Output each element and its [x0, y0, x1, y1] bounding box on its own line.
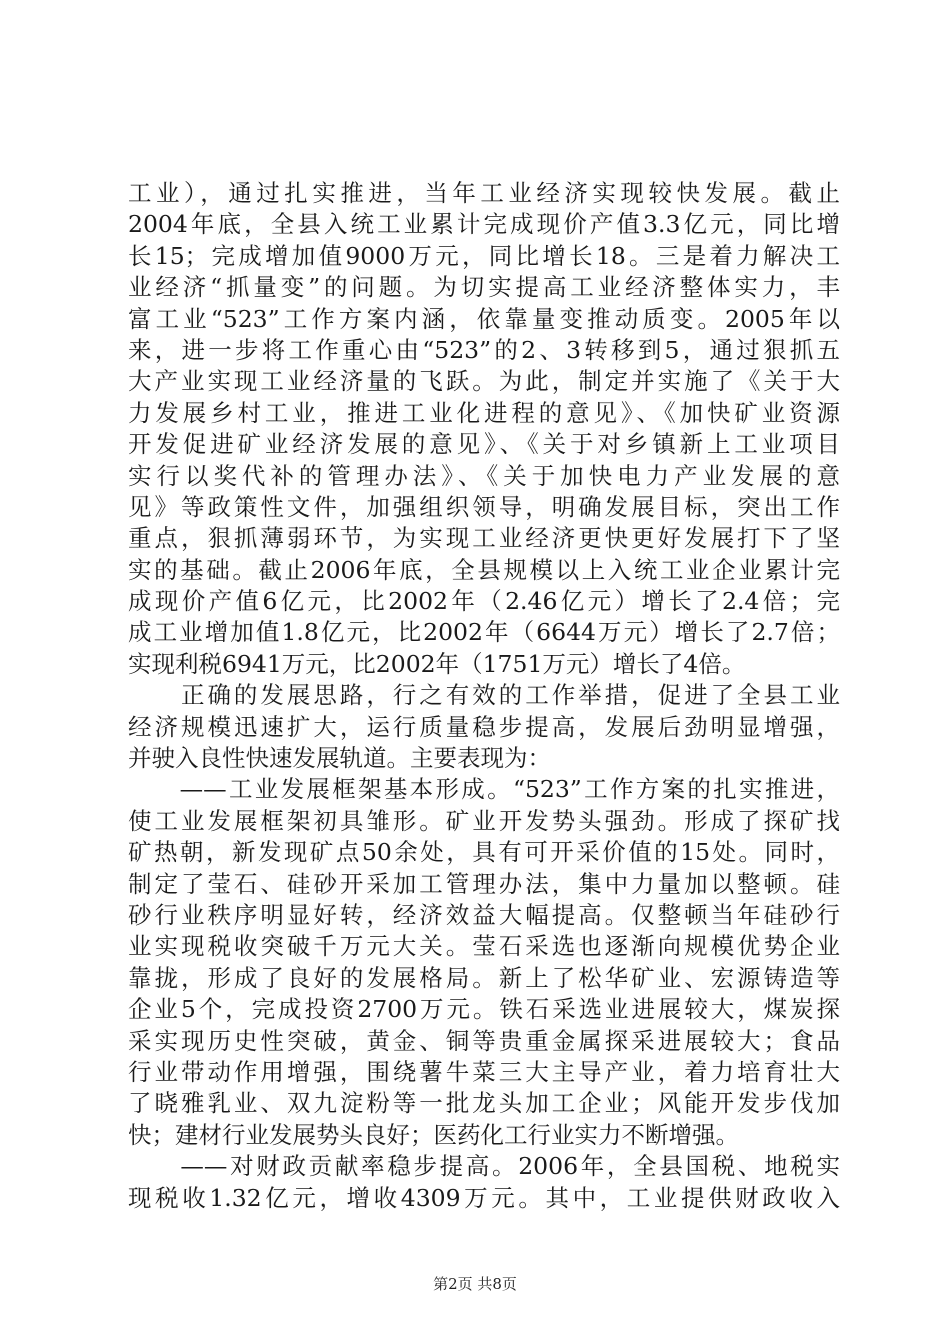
text-line: 企业5个，完成投资2700万元。铁石采选业进展较大，煤炭探 [128, 995, 840, 1024]
text-line: 力发展乡村工业，推进工业化进程的意见》、《加快矿业资源 [128, 398, 840, 427]
text-line: ——工业发展框架基本形成。“523”工作方案的扎实推进， [128, 775, 840, 804]
text-line: 现税收1.32亿元，增收4309万元。其中，工业提供财政收入 [128, 1183, 840, 1212]
text-line: 开发促进矿业经济发展的意见》、《关于对乡镇新上工业项目 [128, 430, 840, 459]
paragraph-end-line: 并驶入良性快速发展轨道。主要表现为： [128, 744, 551, 773]
text-line: 砂行业秩序明显好转，经济效益大幅提高。仅整顿当年硅砂行 [128, 900, 840, 929]
text-line: ——对财政贡献率稳步提高。2006年，全县国税、地税实 [128, 1152, 840, 1181]
text-line: 制定了莹石、硅砂开采加工管理办法，集中力量加以整顿。硅 [128, 869, 840, 898]
paragraph-end-line: 实现利税6941万元，比2002年（1751万元）增长了4倍。 [128, 649, 746, 678]
text-line: 工业），通过扎实推进，当年工业经济实现较快发展。截止 [128, 179, 840, 207]
text-line: 成现价产值6亿元，比2002年（2.46亿元）增长了2.4倍；完 [128, 587, 840, 616]
text-line: 经济规模迅速扩大，运行质量稳步提高，发展后劲明显增强， [128, 712, 840, 741]
text-line: 实的基础。截止2006年底，全县规模以上入统工业企业累计完 [128, 555, 840, 584]
text-line: 使工业发展框架初具雏形。矿业开发势头强劲。形成了探矿找 [128, 806, 840, 835]
text-line: 2004年底，全县入统工业累计完成现价产值3.3亿元，同比增 [128, 210, 840, 239]
text-line: 了晓雅乳业、双九淀粉等一批龙头加工企业；风能开发步伐加 [128, 1089, 840, 1118]
text-line: 见》等政策性文件，加强组织领导，明确发展目标，突出工作 [128, 492, 840, 521]
text-line: 成工业增加值1.8亿元，比2002年（6644万元）增长了2.7倍； [128, 618, 840, 647]
text-line: 业经济“抓量变”的问题。为切实提高工业经济整体实力，丰 [128, 273, 840, 302]
text-line: 业实现税收突破千万元大关。莹石采选也逐渐向规模优势企业 [128, 932, 840, 961]
text-line: 富工业“523”工作方案内涵，依靠量变推动质变。2005年以 [128, 304, 840, 333]
page-footer: 第2页 共8页 [433, 1275, 517, 1293]
body-text [128, 178, 840, 1214]
text-line: 矿热朝，新发现矿点50余处，具有可开采价值的15处。同时， [128, 838, 840, 867]
text-line: 来，进一步将工作重心由“523”的2、3转移到5，通过狠抓五 [128, 335, 840, 364]
text-line: 实行以奖代补的管理办法》、《关于加快电力产业发展的意 [128, 461, 840, 490]
paragraph-end-line: 快；建材行业发展势头良好；医药化工行业实力不断增强。 [128, 1120, 739, 1149]
text-line: 重点，狠抓薄弱环节，为实现工业经济更快更好发展打下了坚 [128, 524, 840, 553]
text-line: 正确的发展思路，行之有效的工作举措，促进了全县工业 [128, 681, 840, 710]
text-line: 采实现历史性突破，黄金、铜等贵重金属探采进展较大；食品 [128, 1026, 840, 1055]
text-line: 靠拢，形成了良好的发展格局。新上了松华矿业、宏源铸造等 [128, 963, 840, 992]
text-line: 长15；完成增加值9000万元，同比增长18。三是着力解决工 [128, 241, 840, 270]
text-line: 大产业实现工业经济量的飞跃。为此，制定并实施了《关于大 [128, 367, 840, 396]
text-line: 行业带动作用增强，围绕薯牛菜三大主导产业，着力培育壮大 [128, 1057, 840, 1086]
